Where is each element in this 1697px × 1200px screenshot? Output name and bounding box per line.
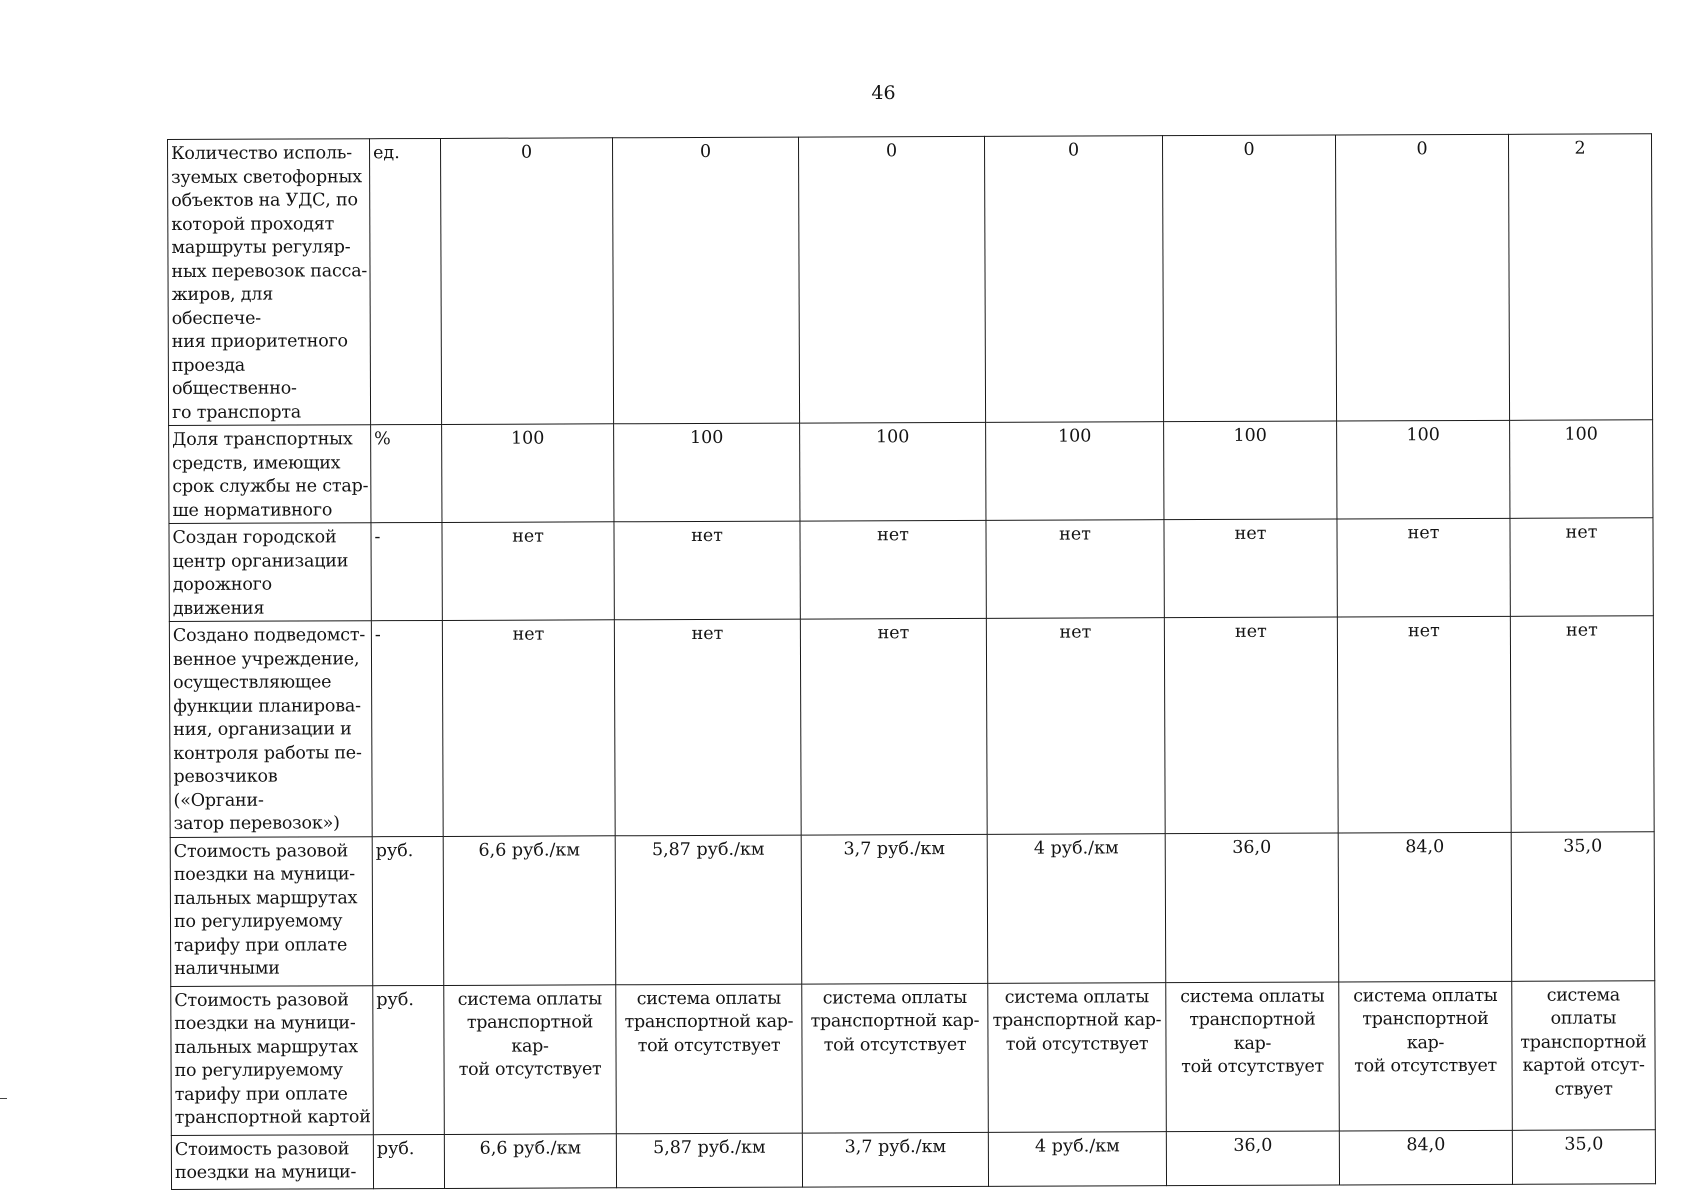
value-cell: нет bbox=[800, 618, 987, 834]
value-cell: нет bbox=[1337, 616, 1511, 832]
unit-cell: - bbox=[371, 522, 442, 620]
value-cell: нет bbox=[614, 619, 801, 835]
value-cell: 0 bbox=[440, 138, 613, 425]
indicator-name: Доля транспортных средств, имеющих срок службы не стар- ше нормативного bbox=[172, 429, 369, 521]
unit-cell: ед. bbox=[370, 138, 442, 424]
value-cell: нет bbox=[1164, 617, 1338, 833]
value-cell: нет bbox=[800, 520, 986, 619]
payment-note: система оплаты транспортной кар- той отсутствует bbox=[992, 986, 1162, 1055]
value-cell bbox=[1512, 980, 1656, 1130]
payment-note: система оплаты транспортной кар- той отсутствует bbox=[1353, 985, 1498, 1077]
indicator-name-cell bbox=[169, 621, 372, 837]
value-cell: нет bbox=[442, 522, 614, 621]
value-cell: 36,0 bbox=[1165, 833, 1339, 983]
value-cell: нет bbox=[1164, 519, 1337, 618]
value-cell: 2 bbox=[1508, 134, 1652, 421]
value-cell: 3,7 руб./км bbox=[802, 1132, 988, 1187]
value-cell bbox=[444, 984, 617, 1134]
value-cell: 100 bbox=[442, 424, 614, 523]
indicator-name: Количество исполь- зуемых светофорных объектов на УДС, по которой проходят маршруты регуляр- ных перевозок пасса- жиров, для обеспече- ния приоритетного проезда общественно- го транспорта bbox=[171, 143, 368, 423]
value-cell: 6,6 руб./км bbox=[443, 835, 616, 985]
value-cell: 0 bbox=[1335, 134, 1509, 421]
value-cell: 5,87 руб./км bbox=[616, 1133, 802, 1188]
value-cell: 100 bbox=[1337, 420, 1510, 519]
indicator-name-cell bbox=[170, 836, 373, 986]
indicator-name: Стоимость разовой поездки на муници- bbox=[174, 1138, 357, 1183]
value-cell: 5,87 руб./км bbox=[615, 835, 802, 985]
indicator-name-cell bbox=[171, 985, 374, 1135]
value-cell: 100 bbox=[1164, 421, 1337, 520]
value-cell: 35,0 bbox=[1511, 831, 1655, 981]
value-cell bbox=[1166, 982, 1340, 1132]
indicator-name-cell bbox=[171, 1134, 373, 1189]
value-cell: 6,6 руб./км bbox=[444, 1133, 616, 1188]
indicator-name-cell bbox=[168, 139, 371, 426]
value-cell: 0 bbox=[984, 136, 1163, 423]
table-row bbox=[169, 420, 1653, 524]
unit-cell: руб. bbox=[372, 836, 444, 985]
payment-note: система оплаты транспортной кар- той отсутствует bbox=[1180, 986, 1325, 1078]
value-cell: 3,7 руб./км bbox=[801, 834, 988, 984]
value-cell: 100 bbox=[614, 423, 800, 522]
value-cell bbox=[616, 984, 803, 1134]
value-cell: 0 bbox=[612, 137, 799, 424]
value-cell bbox=[802, 983, 989, 1133]
value-cell: 100 bbox=[1510, 420, 1653, 519]
value-cell: 36,0 bbox=[1166, 1131, 1339, 1186]
value-cell: нет bbox=[1510, 616, 1654, 832]
unit-cell: - bbox=[371, 620, 443, 836]
unit-cell: % bbox=[371, 424, 442, 522]
indicator-name: Создан городской центр организации дорожного движения bbox=[172, 527, 349, 619]
indicator-name-cell bbox=[169, 425, 371, 524]
value-cell: нет bbox=[1510, 518, 1653, 617]
value-cell: 100 bbox=[800, 422, 986, 521]
page-number: 46 bbox=[871, 82, 896, 104]
value-cell: нет bbox=[442, 620, 615, 836]
scan-edge-mark bbox=[0, 1098, 7, 1099]
indicator-name: Стоимость разовой поездки на муници- пальных маршрутах по регулируемому тарифу при оплате транспортной картой bbox=[174, 989, 371, 1128]
payment-note: система оплаты транспортной картой отсут- ствует bbox=[1520, 984, 1647, 1100]
indicators-table bbox=[167, 133, 1656, 1189]
unit-cell: руб. bbox=[373, 1134, 444, 1188]
table-row bbox=[170, 831, 1655, 986]
payment-note: система оплаты транспортной кар- той отсутствует bbox=[457, 988, 602, 1080]
indicator-name: Создано подведомст- венное учреждение, осуществляющее функции планирова- ния, организации и контроля работы пе- ревозчиков («Органи- затор перевозок») bbox=[172, 625, 366, 834]
unit-cell: руб. bbox=[373, 985, 445, 1134]
value-cell: нет bbox=[1337, 518, 1510, 617]
value-cell: 35,0 bbox=[1512, 1129, 1655, 1184]
value-cell: 84,0 bbox=[1339, 1130, 1512, 1185]
payment-note: система оплаты транспортной кар- той отсутствует bbox=[624, 988, 794, 1056]
indicator-name-cell bbox=[169, 523, 371, 622]
indicator-name: Стоимость разовой поездки на муници- пальных маршрутах по регулируемому тарифу при оплате наличными bbox=[173, 840, 358, 979]
value-cell: 84,0 bbox=[1338, 832, 1512, 982]
table-row bbox=[169, 616, 1654, 837]
table-row bbox=[171, 1129, 1655, 1189]
table-row bbox=[171, 980, 1656, 1135]
value-cell: нет bbox=[986, 520, 1164, 619]
table-row bbox=[169, 518, 1653, 622]
value-cell: 0 bbox=[798, 136, 985, 423]
value-cell: нет bbox=[986, 618, 1165, 834]
value-cell: нет bbox=[614, 521, 800, 620]
value-cell bbox=[988, 982, 1167, 1132]
value-cell bbox=[1339, 981, 1513, 1131]
value-cell: 100 bbox=[986, 422, 1164, 521]
payment-note: система оплаты транспортной кар- той отсутствует bbox=[810, 987, 980, 1055]
value-cell: 4 руб./км bbox=[987, 833, 1166, 983]
value-cell: 4 руб./км bbox=[988, 1131, 1166, 1186]
value-cell: 0 bbox=[1162, 135, 1336, 422]
table-row bbox=[168, 134, 1653, 426]
